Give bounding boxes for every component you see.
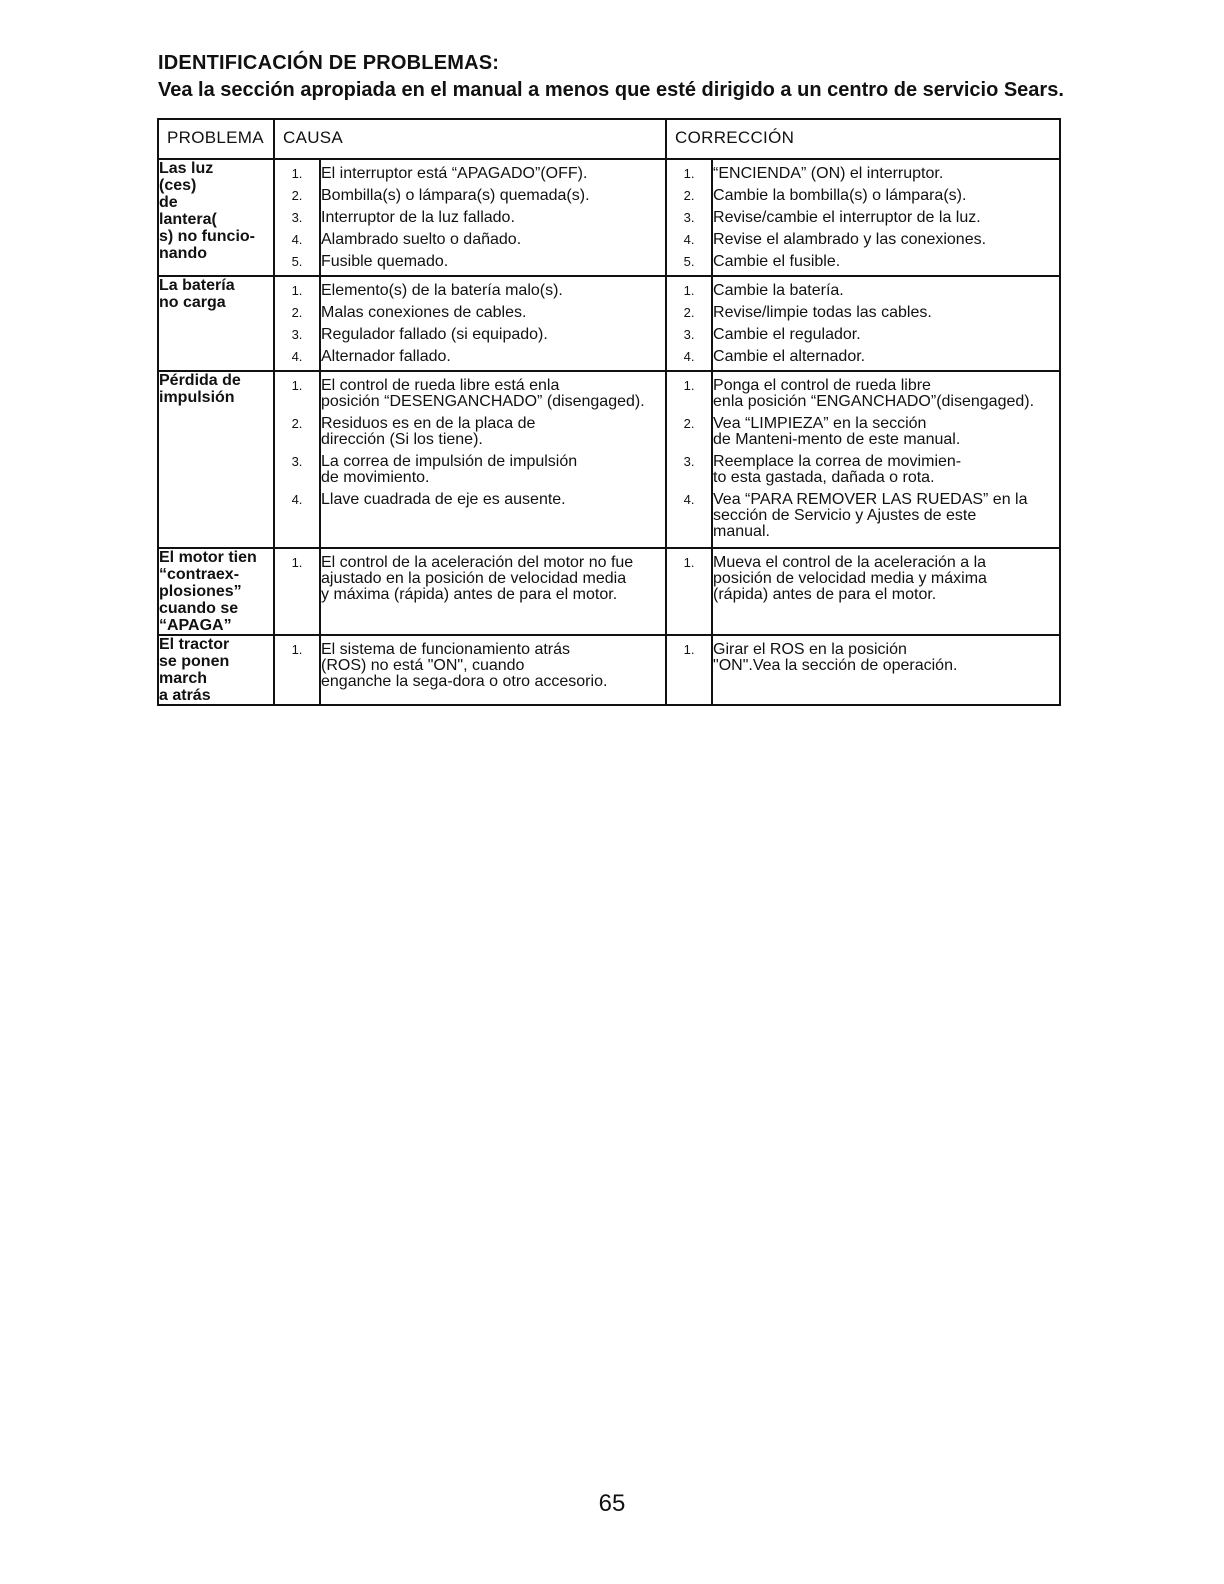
- correction-item: sección de Servicio y Ajustes de este: [713, 507, 977, 524]
- problem-label: Las luz: [159, 160, 214, 177]
- cause-item: Interruptor de la luz fallado.: [321, 209, 515, 226]
- troubleshooting-table: [157, 118, 1061, 706]
- cause-text-cell: [320, 635, 666, 705]
- problem-cell: [158, 276, 274, 371]
- cause-number-cell: [274, 159, 320, 276]
- cause-number: 1.: [291, 642, 303, 657]
- cause-number-cell: [274, 635, 320, 705]
- correction-text-cell: [712, 276, 1060, 371]
- correction-number: 3.: [683, 454, 695, 469]
- correction-item: Cambie la batería.: [713, 282, 844, 299]
- correction-item: Revise/limpie todas las cables.: [713, 304, 932, 321]
- cause-item: Fusible quemado.: [321, 253, 449, 270]
- correction-item: to esta gastada, dañada o rota.: [713, 469, 935, 486]
- correction-item: Girar el ROS en la posición: [713, 641, 907, 658]
- cause-item: El interruptor está “APAGADO”(OFF).: [321, 165, 588, 182]
- table-row: [158, 371, 1060, 548]
- cause-number-cell: [274, 371, 320, 548]
- correction-number: 2.: [683, 416, 695, 431]
- correction-number-cell: [666, 371, 712, 548]
- cause-item: dirección (Si los tiene).: [321, 431, 483, 448]
- problem-label: lantera(: [159, 211, 217, 228]
- correction-item: Ponga el control de rueda libre: [713, 377, 931, 394]
- correction-item: Vea “LIMPIEZA” en la sección: [713, 415, 927, 432]
- correction-item: Reemplace la correa de movimien-: [713, 453, 962, 470]
- cause-item: (ROS) no está "ON", cuando: [321, 657, 525, 674]
- correction-number: 2.: [683, 305, 695, 320]
- correction-item: de Manteni-mento de este manual.: [713, 431, 961, 448]
- correction-number: 5.: [683, 254, 695, 269]
- problem-label: La batería: [159, 277, 235, 294]
- correction-number: 4.: [683, 349, 695, 364]
- cause-number-cell: [274, 548, 320, 635]
- cause-item: Malas conexiones de cables.: [321, 304, 527, 321]
- cause-number: 2.: [291, 188, 303, 203]
- correction-item: Cambie el alternador.: [713, 348, 866, 365]
- cause-number: 4.: [291, 349, 303, 364]
- cause-item: posición “DESENGANCHADO” (disengaged).: [321, 393, 645, 410]
- cause-number: 3.: [291, 454, 303, 469]
- correction-item: Vea “PARA REMOVER LAS RUEDAS” en la: [713, 491, 1028, 508]
- cause-number: 4.: [291, 232, 303, 247]
- problem-label: no carga: [159, 294, 226, 311]
- cause-number-cell: [274, 276, 320, 371]
- cause-number: 1.: [291, 166, 303, 181]
- cause-item: ajustado en la posición de velocidad media: [321, 570, 627, 587]
- cause-item: El control de la aceleración del motor no fue: [321, 554, 634, 571]
- cause-item: Alambrado suelto o dañado.: [321, 231, 522, 248]
- problem-label: impulsión: [159, 389, 235, 406]
- problem-label: El motor tien: [159, 549, 257, 566]
- correction-item: Revise/cambie el interruptor de la luz.: [713, 209, 981, 226]
- cause-number: 4.: [291, 492, 303, 507]
- page-subheading: Vea la sección apropiada en el manual a menos que esté dirigido a un centro de servicio Sears.: [158, 79, 1064, 101]
- cause-number: 1.: [291, 283, 303, 298]
- correction-number: 2.: [683, 188, 695, 203]
- correction-item: Cambie el fusible.: [713, 253, 841, 270]
- problem-label: march: [159, 670, 208, 687]
- problem-label: de: [159, 194, 178, 211]
- correction-number: 3.: [683, 327, 695, 342]
- cause-item: Elemento(s) de la batería malo(s).: [321, 282, 563, 299]
- correction-number: 4.: [683, 232, 695, 247]
- cause-number: 2.: [291, 305, 303, 320]
- correction-number: 1.: [683, 378, 695, 393]
- cause-number: 3.: [291, 327, 303, 342]
- problem-label: Pérdida de: [159, 372, 241, 389]
- problem-label: cuando se: [159, 600, 239, 617]
- correction-number-cell: [666, 635, 712, 705]
- header-correction: CORRECCIÓN: [666, 119, 1060, 159]
- page-heading: IDENTIFICACIÓN DE PROBLEMAS:: [158, 52, 500, 74]
- correction-item: Mueva el control de la aceleración a la: [713, 554, 987, 571]
- correction-text-cell: [712, 635, 1060, 705]
- problem-label: a atrás: [159, 687, 211, 704]
- correction-text-cell: [712, 159, 1060, 276]
- cause-number: 2.: [291, 416, 303, 431]
- header-problem: PROBLEMA: [158, 119, 274, 159]
- correction-number-cell: [666, 548, 712, 635]
- correction-number-cell: [666, 159, 712, 276]
- cause-item: y máxima (rápida) antes de para el motor.: [321, 586, 618, 603]
- cause-item: de movimiento.: [321, 469, 430, 486]
- header-cause: CAUSA: [274, 119, 666, 159]
- cause-text-cell: [320, 371, 666, 548]
- correction-text-cell: [712, 371, 1060, 548]
- problem-cell: [158, 548, 274, 635]
- correction-item: “ENCIENDA” (ON) el interruptor.: [713, 165, 944, 182]
- cause-item: Regulador fallado (si equipado).: [321, 326, 548, 343]
- correction-item: Revise el alambrado y las conexiones.: [713, 231, 987, 248]
- cause-number: 1.: [291, 378, 303, 393]
- correction-number: 1.: [683, 166, 695, 181]
- cause-item: Residuos es en de la placa de: [321, 415, 536, 432]
- correction-item: Cambie el regulador.: [713, 326, 861, 343]
- table-row: [158, 548, 1060, 635]
- cause-number: 3.: [291, 210, 303, 225]
- problem-label: (ces): [159, 177, 197, 194]
- problem-label: plosiones”: [159, 583, 242, 600]
- correction-item: posición de velocidad media y máxima: [713, 570, 987, 587]
- problem-label: El tractor: [159, 636, 230, 653]
- cause-item: La correa de impulsión de impulsión: [321, 453, 578, 470]
- cause-text-cell: [320, 276, 666, 371]
- problem-label: se ponen: [159, 653, 230, 670]
- problem-label: s) no funcio-nando: [159, 228, 255, 262]
- problem-cell: [158, 371, 274, 548]
- problem-cell: [158, 159, 274, 276]
- correction-item: manual.: [713, 523, 770, 540]
- cause-item: Llave cuadrada de eje es ausente.: [321, 491, 566, 508]
- cause-item: El sistema de funcionamiento atrás: [321, 641, 571, 658]
- cause-item: El control de rueda libre está enla: [321, 377, 560, 394]
- table-header-row: [158, 119, 1060, 159]
- table-row: [158, 159, 1060, 276]
- cause-item: Alternador fallado.: [321, 348, 451, 365]
- cause-number: 1.: [291, 555, 303, 570]
- cause-number: 5.: [291, 254, 303, 269]
- table-row: [158, 276, 1060, 371]
- correction-number: 1.: [683, 555, 695, 570]
- correction-number-cell: [666, 276, 712, 371]
- correction-item: enla posición “ENGANCHADO”(disengaged).: [713, 393, 1035, 410]
- cause-item: Bombilla(s) o lámpara(s) quemada(s).: [321, 187, 590, 204]
- correction-item: Cambie la bombilla(s) o lámpara(s).: [713, 187, 967, 204]
- cause-text-cell: [320, 159, 666, 276]
- page-number: 65: [598, 1490, 626, 1517]
- cause-text-cell: [320, 548, 666, 635]
- correction-item: (rápida) antes de para el motor.: [713, 586, 937, 603]
- correction-text-cell: [712, 548, 1060, 635]
- correction-number: 1.: [683, 642, 695, 657]
- table-row: [158, 635, 1060, 705]
- correction-item: "ON".Vea la sección de operación.: [713, 657, 958, 674]
- problem-label: “contraex-: [159, 566, 240, 583]
- problem-label: “APAGA”: [159, 617, 232, 634]
- cause-item: enganche la sega-dora o otro accesorio.: [321, 673, 608, 690]
- correction-number: 1.: [683, 283, 695, 298]
- correction-number: 4.: [683, 492, 695, 507]
- correction-number: 3.: [683, 210, 695, 225]
- problem-cell: [158, 635, 274, 705]
